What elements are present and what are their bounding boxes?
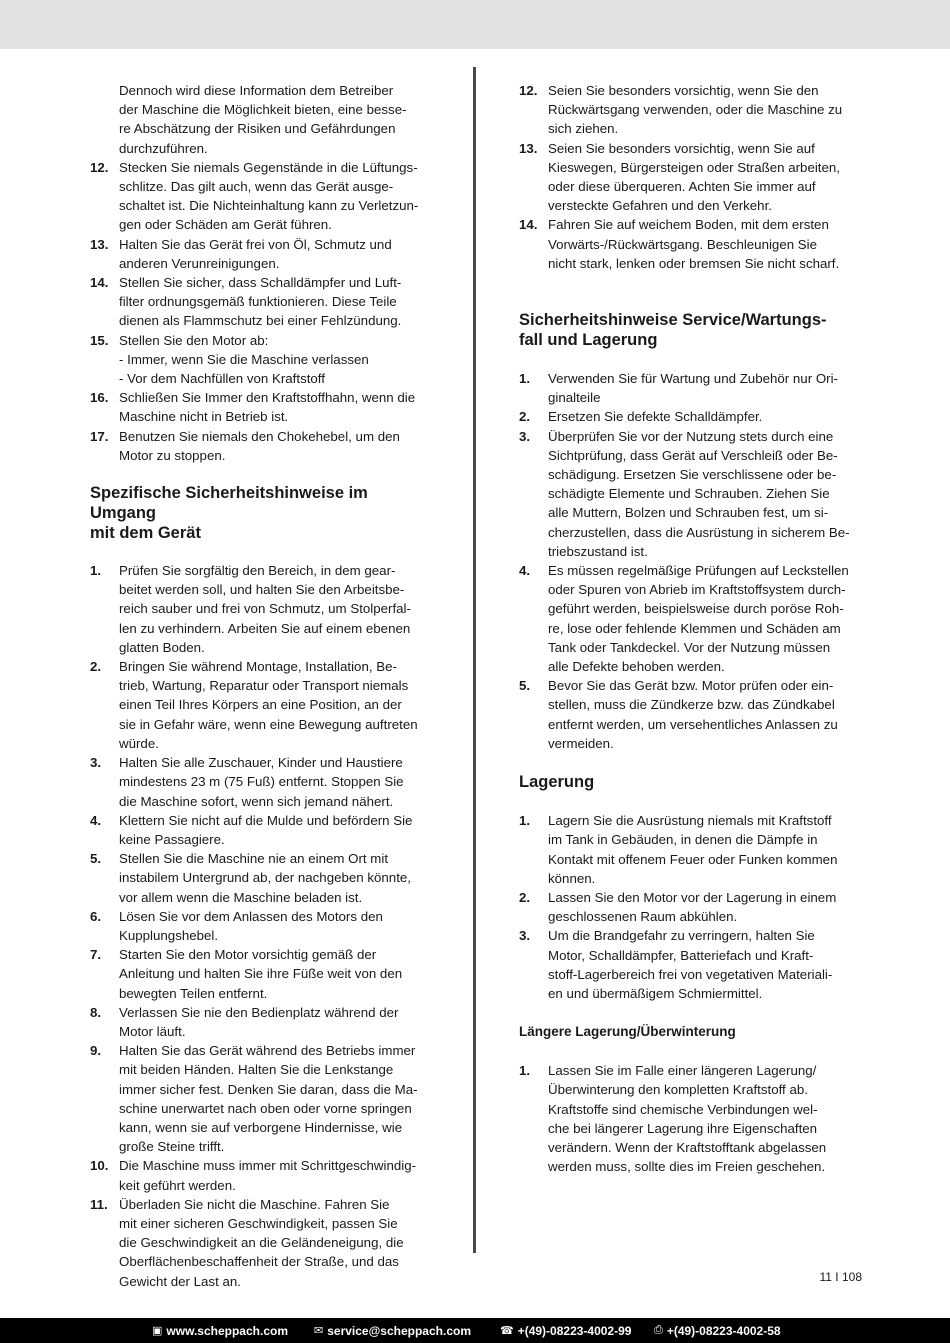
item-text: Um die Brandgefahr zu verringern, halten Sie Motor, Schalldämpfer, Batteriefach und Kraft- stoff-Lagerbereich frei von vegetativen Materiali- en und übermäßigem Schmiermittel. — [548, 928, 833, 1001]
list-item — [519, 676, 861, 753]
list-item — [90, 753, 432, 811]
driving-safety-list — [519, 81, 861, 273]
footer-bar — [0, 1318, 950, 1343]
column-divider — [473, 67, 476, 1253]
email-icon: ✉ — [314, 1325, 324, 1337]
item-number: 14. — [90, 275, 109, 291]
list-item — [90, 907, 432, 945]
list-item — [90, 561, 432, 657]
longterm-storage-list — [519, 1061, 861, 1176]
list-item — [519, 427, 861, 561]
item-number: 9. — [90, 1043, 102, 1059]
list-item — [90, 945, 432, 1003]
section-heading-storage: Lagerung — [519, 773, 595, 792]
item-text: Benutzen Sie niemals den Chokehebel, um den Motor zu stoppen. — [119, 428, 400, 463]
list-item — [519, 926, 861, 1003]
phone-text: +(49)-08223-4002-99 — [517, 1323, 632, 1338]
item-text: Es müssen regelmäßige Prüfungen auf Leckstellen oder Spuren von Abrieb im Kraftstoffsystem durch- geführt werden, beispielsweise durch poröse Roh- re, lose oder fehlende Klemmen und Schäden am Tank oder Tankdeckel. Vor der Nutzung müssen alle Defekte behoben werden. — [548, 563, 849, 675]
item-text: Lassen Sie im Falle einer längeren Lagerung/ Überwinterung den kompletten Kraftstoff ab. Kraftstoffe sind chemische Verbindungen wel- che bei längerer Lagerung ihre Eigenschaften verändern. Wenn der Kraftstofftank abgelassen werden muss, sollte dies im Freien geschehen. — [548, 1063, 827, 1175]
item-number: 12. — [519, 83, 538, 98]
item-number: 6. — [90, 908, 102, 924]
item-number: 10. — [90, 1158, 109, 1174]
item-number: 4. — [519, 563, 531, 579]
list-item — [90, 427, 432, 465]
fax-icon: ⎙ — [654, 1324, 663, 1336]
item-text: Verlassen Sie nie den Bedienplatz während der Motor läuft. — [119, 1004, 399, 1039]
item-number: 17. — [90, 428, 109, 444]
item-number: 7. — [90, 947, 102, 963]
section-heading-longterm: Längere Lagerung/Überwinterung — [519, 1024, 736, 1040]
list-item — [90, 1156, 432, 1194]
item-number: 2. — [519, 409, 531, 425]
list-item — [90, 273, 432, 331]
item-text: Seien Sie besonders vorsichtig, wenn Sie den Rückwärtsgang verwenden, oder die Maschine zu sich ziehen. — [548, 83, 843, 137]
item-text: Halten Sie das Gerät frei von Öl, Schmutz und anderen Verunreinigungen. — [119, 236, 392, 271]
item-text: Lagern Sie die Ausrüstung niemals mit Kraftstoff im Tank in Gebäuden, in denen die Dämpfe in Kontakt mit offenem Feuer oder Funken kommen können. — [548, 813, 838, 886]
item-text: Halten Sie alle Zuschauer, Kinder und Haustiere mindestens 23 m (75 Fuß) entfernt. Stoppen Sie die Maschine sofort, wenn sich jemand nähert. — [119, 755, 404, 809]
item-number: 5. — [519, 678, 531, 694]
item-number: 5. — [90, 851, 102, 867]
item-number: 8. — [90, 1004, 102, 1020]
item-number: 12. — [90, 159, 109, 175]
item-text: Bevor Sie das Gerät bzw. Motor prüfen oder ein- stellen, muss die Zündkerze bzw. das Zündkabel entfernt werden, um versehentliches Anlassen zu vermeiden. — [548, 678, 838, 751]
item-number: 1. — [519, 371, 531, 387]
list-item — [90, 331, 432, 389]
list-item — [519, 811, 861, 888]
item-number: 2. — [90, 659, 102, 675]
item-number: 13. — [90, 236, 109, 252]
item-text: Bringen Sie während Montage, Installation, Be- trieb, Wartung, Reparatur oder Transport niemals einen Teil Ihres Körpers an eine Position, an der sie in Gefahr wäre, wenn eine Bewegung auftreten würde. — [119, 659, 418, 751]
list-item — [90, 158, 432, 235]
item-text: Seien Sie besonders vorsichtig, wenn Sie auf Kieswegen, Bürgersteigen oder Straßen arbeiten, oder diese überqueren. Achten Sie immer auf versteckte Gefahren und den Verkehr. — [548, 140, 840, 214]
list-item — [90, 657, 432, 753]
computer-icon: ▣ — [152, 1325, 163, 1337]
footer-website[interactable] — [152, 1324, 288, 1338]
general-safety-list — [90, 158, 432, 465]
item-number: 3. — [519, 928, 531, 944]
list-item — [519, 139, 861, 216]
item-text: Stellen Sie sicher, dass Schalldämpfer und Luft- filter ordnungsgemäß funktionieren. Diese Teile dienen als Flammschutz bei einer Fehlzündung. — [119, 275, 402, 329]
intro-paragraph: Dennoch wird diese Information dem Betreiber der Maschine die Möglichkeit bieten, eine besse- re Abschätzung der Risiken und Gefährdungen durchzuführen. — [119, 83, 407, 156]
left-column — [90, 81, 432, 1291]
item-text: Überprüfen Sie vor der Nutzung stets durch eine Sichtprüfung, dass Gerät auf Verschleiß oder Be- schädigung. Ersetzen Sie verschlissene oder be- schädigte Elemente und Schrauben. Ziehen Sie alle Muttern, Bolzen und Schrauben fest, um si- cherzustellen, dass die Ausrüstung in sicherem Be- triebszustand ist. — [548, 428, 850, 559]
item-number: 2. — [519, 889, 531, 905]
list-item — [519, 81, 861, 139]
item-text: Stellen Sie den Motor ab: - Immer, wenn Sie die Maschine verlassen - Vor dem Nachfüllen von Kraftstoff — [119, 332, 369, 387]
header-band — [0, 0, 950, 49]
item-text: Schließen Sie Immer den Kraftstoffhahn, wenn die Maschine nicht in Betrieb ist. — [119, 390, 416, 425]
list-item — [519, 215, 861, 273]
item-number: 1. — [90, 563, 102, 579]
item-text: Halten Sie das Gerät während des Betriebs immer mit beiden Händen. Halten Sie die Lenkstange immer sicher fest. Denken Sie daran, dass die Ma- schine unerwartet nach oben oder vorne springen kann, wenn sie auf verborgene Hindernisse, wie große Steine trifft. — [119, 1043, 418, 1155]
footer-phone[interactable] — [500, 1324, 631, 1338]
item-number: 3. — [519, 428, 531, 444]
item-text: Ersetzen Sie defekte Schalldämpfer. — [548, 409, 763, 425]
footer-email[interactable] — [314, 1324, 471, 1338]
item-text: Verwenden Sie für Wartung und Zubehör nur Ori- ginalteile — [548, 371, 838, 406]
list-item — [90, 849, 432, 907]
item-number: 4. — [90, 812, 102, 828]
item-number: 14. — [519, 217, 538, 233]
page-number: 11 I 108 — [819, 1270, 862, 1284]
list-item — [519, 1061, 861, 1176]
item-number: 16. — [90, 390, 109, 406]
fax-text: +(49)-08223-4002-58 — [666, 1323, 781, 1338]
section-heading-service: Sicherheitshinweise Service/Wartungs- fall und Lagerung — [519, 311, 827, 350]
item-number: 3. — [90, 755, 102, 771]
item-text: Überladen Sie nicht die Maschine. Fahren Sie mit einer sicheren Geschwindigkeit, passen Sie die Geschwindigkeit an die Geländeneigung, die Oberflächenbeschaffenheit der Straße, und das Gewicht der Last an. — [119, 1196, 404, 1289]
list-item — [90, 235, 432, 273]
item-number: 1. — [519, 813, 531, 829]
item-number: 15. — [90, 332, 109, 348]
item-text: Starten Sie den Motor vorsichtig gemäß der Anleitung und halten Sie ihre Füße weit von den bewegten Teilen entfernt. — [119, 947, 403, 1001]
item-text: Stellen Sie die Maschine nie an einem Ort mit instabilem Untergrund ab, der nachgeben könnte, vor allem wenn die Maschine beladen ist. — [119, 851, 411, 905]
list-item — [519, 888, 861, 926]
email-text: service@scheppach.com — [327, 1323, 471, 1338]
storage-list — [519, 811, 861, 1003]
service-safety-list — [519, 369, 861, 753]
item-text: Prüfen Sie sorgfältig den Bereich, in dem gear- beitet werden soll, und halten Sie den Arbeitsbe- reich sauber und frei von Schmutz, um Stolperfal- len zu verhindern. Arbeiten Sie auf einem ebenen glatten Boden. — [119, 563, 411, 655]
item-number: 13. — [519, 140, 538, 156]
list-item — [90, 1003, 432, 1041]
list-item — [90, 388, 432, 426]
list-item — [90, 1041, 432, 1156]
list-item — [90, 1195, 432, 1291]
item-text: Klettern Sie nicht auf die Mulde und befördern Sie keine Passagiere. — [119, 812, 413, 847]
list-item — [519, 561, 861, 676]
phone-icon: ☎ — [500, 1325, 514, 1337]
list-item — [90, 811, 432, 849]
item-number: 11. — [90, 1196, 108, 1212]
item-number: 1. — [519, 1063, 531, 1079]
section-heading-specific: Spezifische Sicherheitshinweise im Umgang mit dem Gerät — [90, 484, 368, 543]
item-text: Lösen Sie vor dem Anlassen des Motors den Kupplungshebel. — [119, 908, 383, 943]
right-column — [519, 81, 861, 1176]
website-text: www.scheppach.com — [166, 1323, 288, 1338]
list-item — [519, 369, 861, 407]
item-text: Lassen Sie den Motor vor der Lagerung in einem geschlossenen Raum abkühlen. — [548, 889, 837, 925]
specific-safety-list — [90, 561, 432, 1291]
item-text: Stecken Sie niemals Gegenstände in die Lüftungs- schlitze. Das gilt auch, wenn das Gerät ausge- schaltet ist. Die Nichteinhaltung kann zu Verletzun- gen oder Schäden am Gerät führen. — [119, 159, 419, 233]
footer-fax[interactable] — [654, 1324, 781, 1338]
item-text: Die Maschine muss immer mit Schrittgeschwindig- keit geführt werden. — [119, 1158, 417, 1193]
list-item — [519, 407, 861, 426]
item-text: Fahren Sie auf weichem Boden, mit dem ersten Vorwärts-/Rückwärtsgang. Beschleunigen Sie nicht stark, lenken oder bremsen Sie nicht scharf. — [548, 217, 840, 271]
